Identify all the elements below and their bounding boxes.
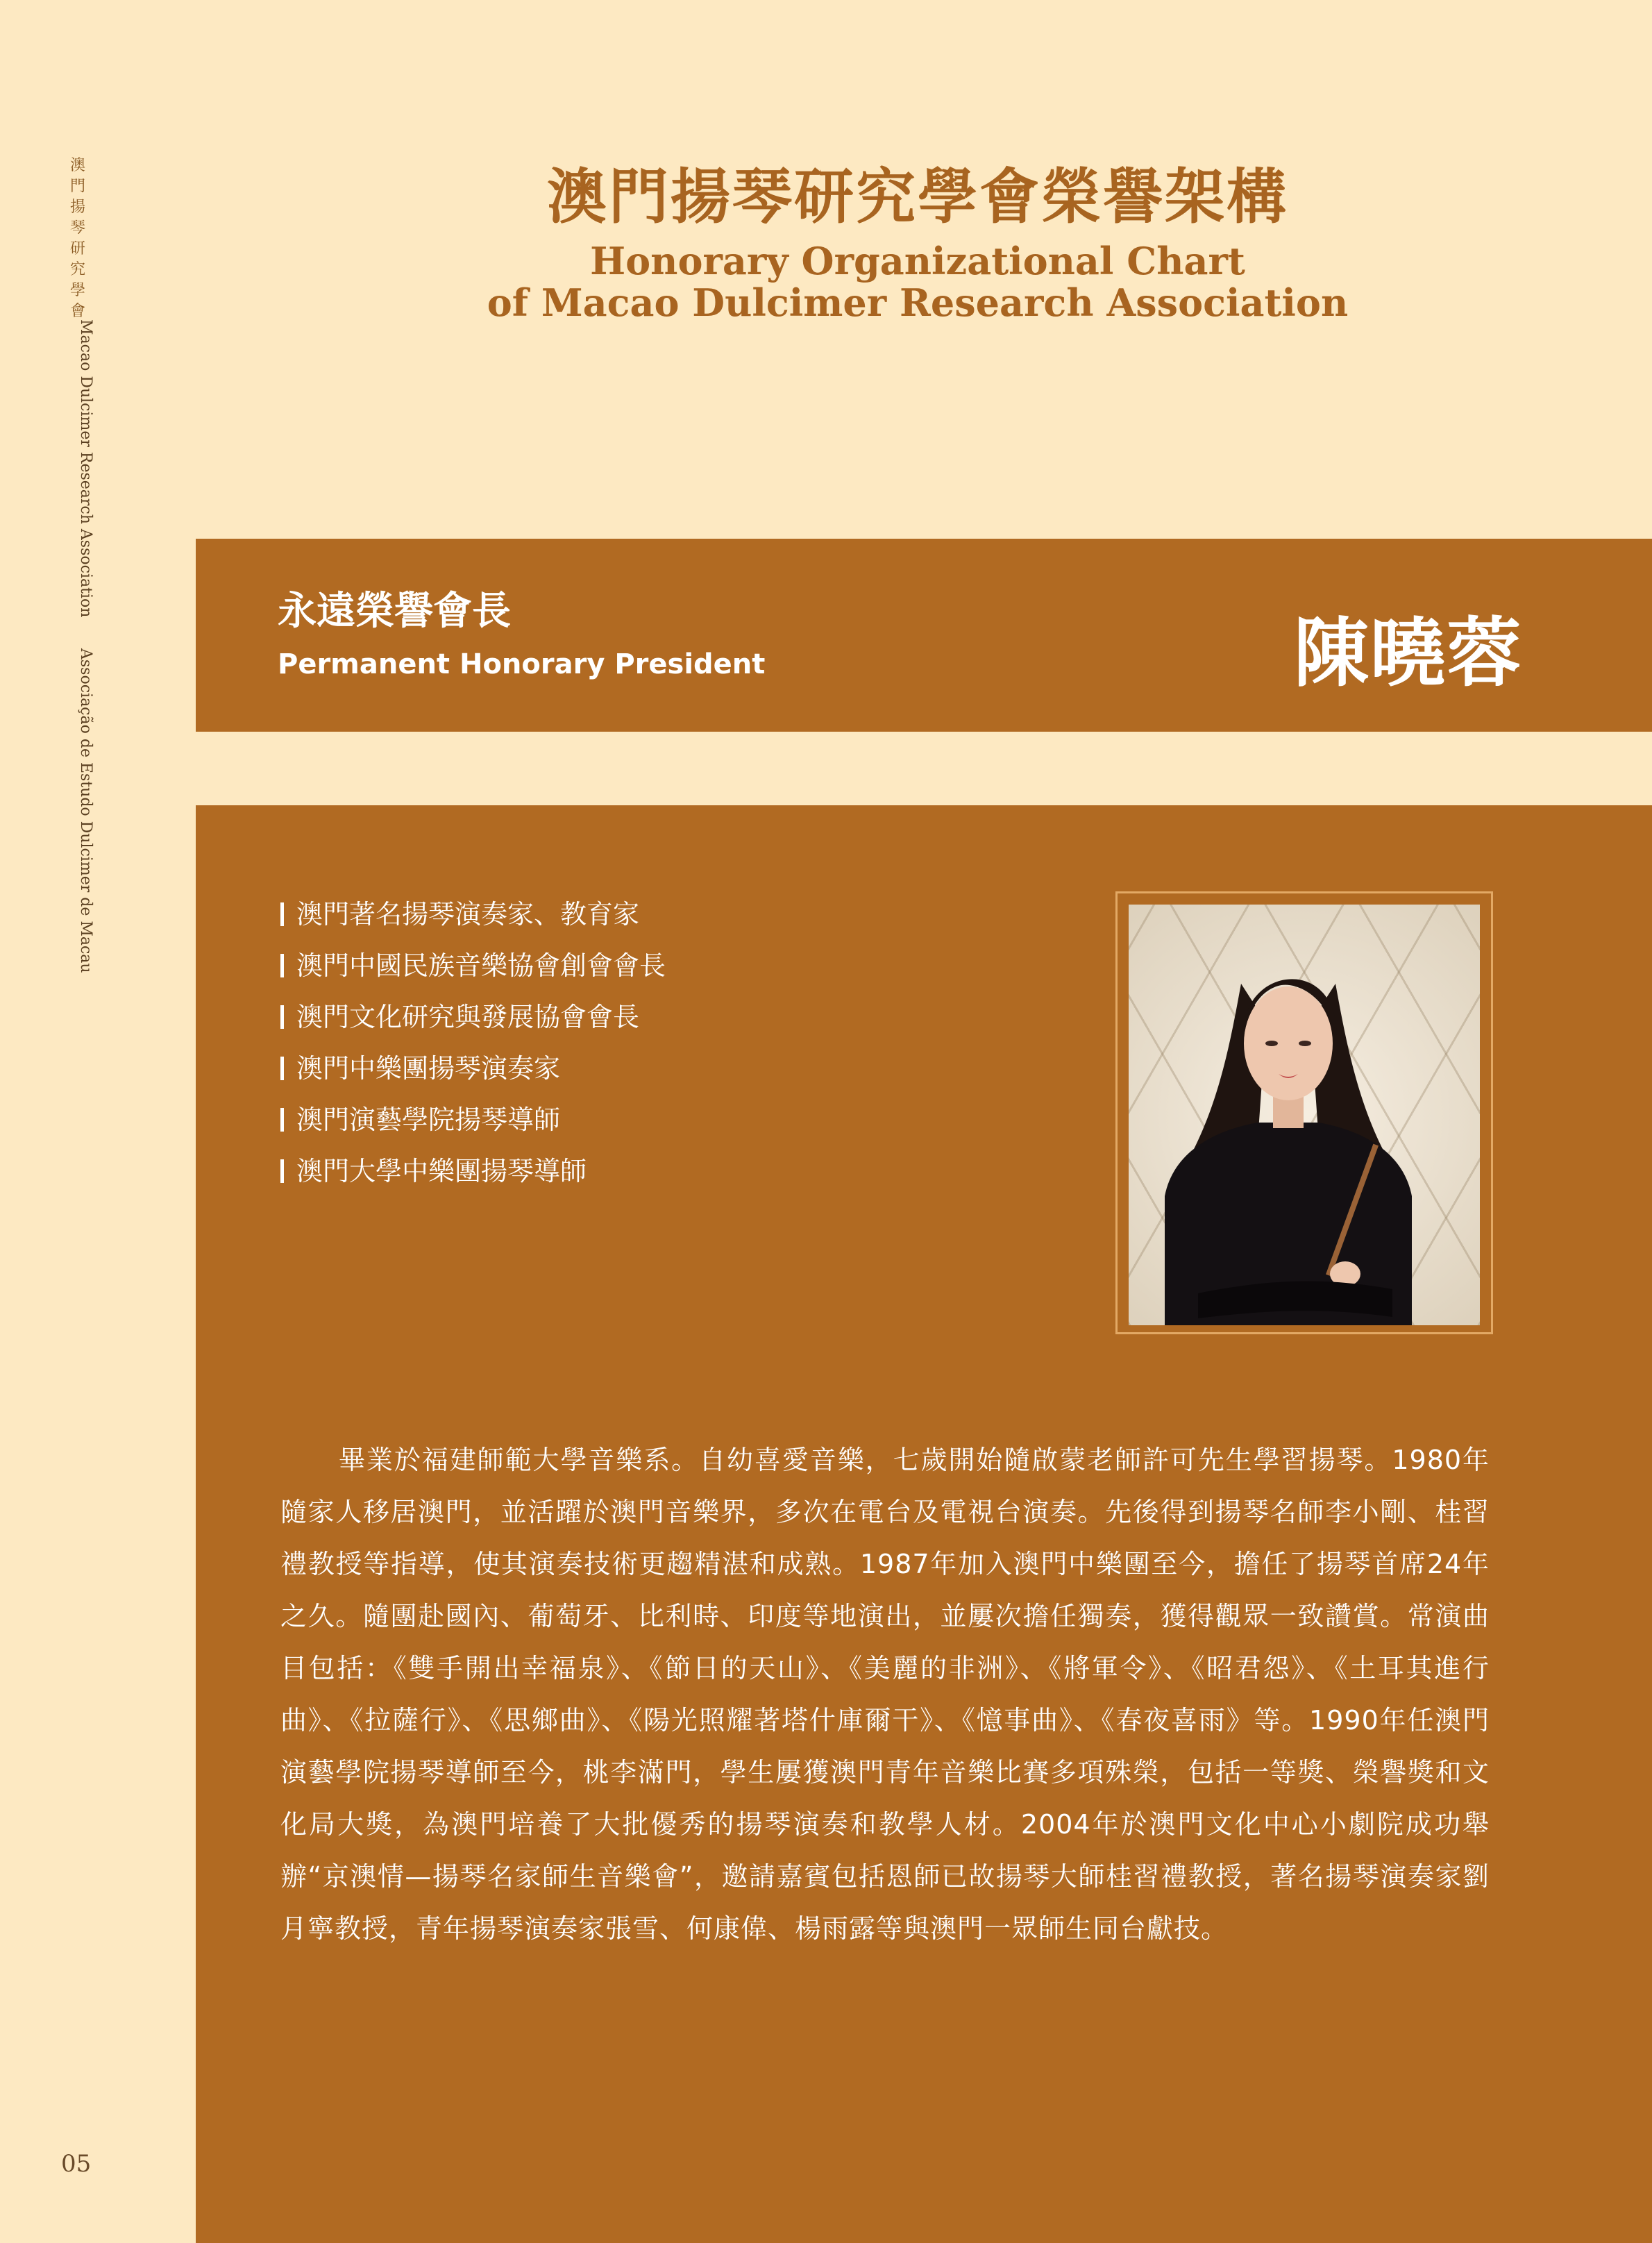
side-label-portuguese-text: Associação de Estudo Dulcimer de Macau [77,648,94,973]
position-title-chinese: 永遠榮譽會長 [278,589,511,634]
person-name: 陳曉蓉 [1293,610,1523,697]
role-item: 澳門著名揚琴演奏家、教育家 [280,889,666,940]
role-item: 澳門中樂團揚琴演奏家 [280,1043,666,1094]
role-item: 澳門中國民族音樂協會創會會長 [280,940,666,991]
portrait-figure [1163,932,1413,1325]
side-label-english [67,319,94,1014]
page-number: 05 [61,2150,92,2178]
role-list [280,889,666,1197]
portrait-photo [1129,905,1480,1325]
page-title-english [196,240,1640,324]
position-title-english: Permanent Honorary President [278,648,766,680]
role-item: 澳門文化研究與發展協會會長 [280,991,666,1043]
side-label-chinese: 澳門揚琴研究學會 [69,157,85,320]
profile-panel [196,805,1652,2243]
page-title-chinese: 澳門揚琴研究學會榮譽架構 [547,162,1288,232]
title-banner [196,539,1652,732]
side-label-english-text: Macao Dulcimer Research Association [77,319,94,618]
page-title-english-line-1: Honorary Organizational Chart [590,239,1245,283]
page-title-english-line-2: of Macao Dulcimer Research Association [487,280,1349,325]
role-item: 澳門演藝學院揚琴導師 [280,1094,666,1145]
portrait-frame [1115,891,1493,1334]
biography-paragraph: 畢業於福建師範大學音樂系。自幼喜愛音樂，七歲開始隨啟蒙老師許可先生學習揚琴。1980年隨家人移居澳門，並活躍於澳門音樂界，多次在電台及電視台演奏。先後得到揚琴名師李小剛、桂習禮教授等指導，使其演奏技術更趨精湛和成熟。1987年加入澳門中樂團至今，擔任了揚琴首席24年之久。隨團赴國內、葡萄牙、比利時、印度等地演出，並屢次擔任獨奏，獲得觀眾一致讚賞。常演曲目包括：《雙手開出幸福泉》、《節日的天山》、《美麗的非洲》、《將軍令》、《昭君怨》、《土耳其進行曲》、《拉薩行》、《思鄉曲》、《陽光照耀著塔什庫爾干》、《憶事曲》、《春夜喜雨》等。1990年任澳門演藝學院揚琴導師至今，桃李滿門，學生屢獲澳門青年音樂比賽多項殊榮，包括一等獎、榮譽獎和文化局大獎，為澳門培養了大批優秀的揚琴演奏和教學人材。2004年於澳門文化中心小劇院成功舉辦“京澳情—揚琴名家師生音樂會”，邀請嘉賓包括恩師已故揚琴大師桂習禮教授，著名揚琴演奏家劉月寧教授，青年揚琴演奏家張雪、何康偉、楊雨露等與澳門一眾師生同台獻技。 [280,1445,1490,1944]
role-item: 澳門大學中樂團揚琴導師 [280,1145,666,1197]
